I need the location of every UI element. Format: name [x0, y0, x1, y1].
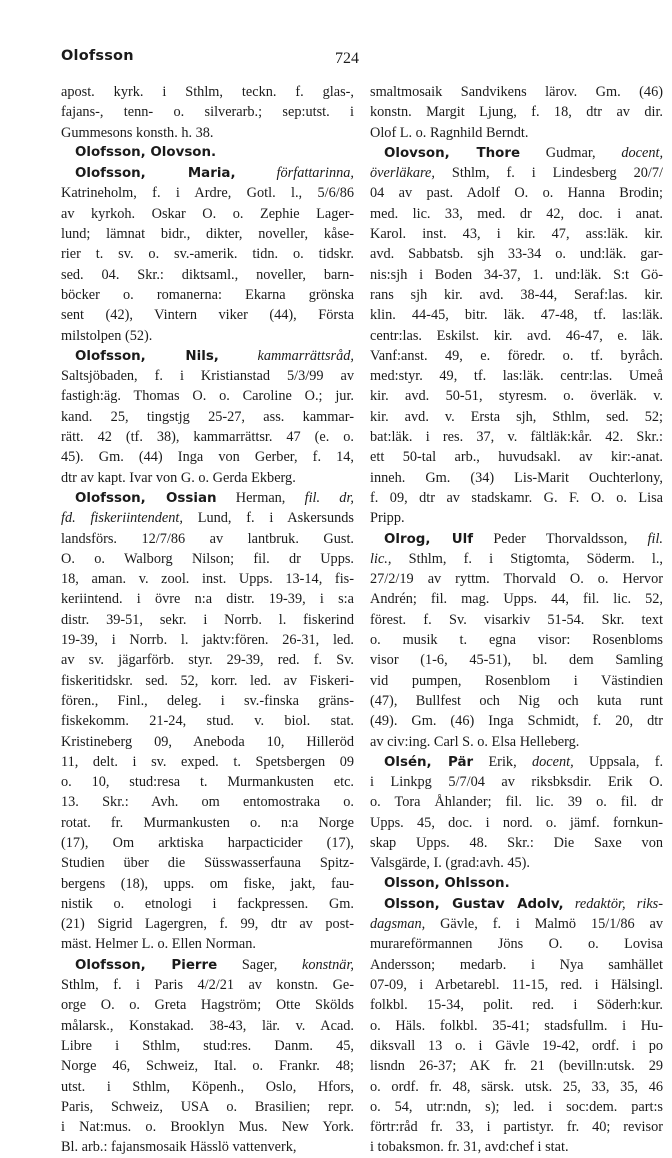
line-text: fiskekomm. 21-24, stud. v. biol. stat. — [61, 713, 354, 730]
line-text: Kristineberg 09, Aneboda 10, Hilleröd — [61, 733, 354, 750]
text-line — [370, 508, 663, 528]
entry-start-line — [370, 529, 663, 549]
line-text: bergens (18), upps. om fiske, jakt, fau- — [61, 875, 354, 892]
entry-title: fil. — [647, 530, 663, 547]
text-line — [370, 711, 663, 731]
entry-name: Olrog, Ulf — [384, 531, 474, 547]
line-text: fastigh:äg. Thomas O. o. Caroline O.; jur. — [61, 388, 354, 405]
line-text: Sthlm, f. i Stigtomta, Söderm. l., — [408, 550, 663, 567]
line-text: (17), Om arktiska harpacticider (17), — [61, 834, 354, 851]
text-line — [370, 407, 663, 427]
line-text: Olof L. o. Ragnhild Berndt. — [370, 124, 529, 141]
entry-name: Olofsson, Maria, — [75, 166, 236, 182]
text-line — [370, 163, 663, 183]
entry-name: Olofsson, Ossian — [75, 490, 217, 506]
text-line — [61, 407, 354, 427]
text-line — [61, 1036, 354, 1056]
text-line — [61, 386, 354, 406]
text-line — [61, 1117, 354, 1137]
text-line — [61, 995, 354, 1015]
line-text: visor (1-6, 45-51), bl. dem Samling — [370, 652, 663, 669]
line-text: av sv. jägarförb. styr. 29-39, red. f. Sv. — [61, 652, 354, 669]
entry-title: överläkare, — [370, 165, 435, 182]
entry-title: docent, — [531, 753, 574, 770]
text-line — [61, 589, 354, 609]
line-text: (47), Bullfest och Nig och kuta runt — [370, 692, 663, 709]
text-line — [370, 488, 663, 508]
right-column — [370, 82, 663, 1158]
section-heading-text: Olofsson, Olovson. — [75, 144, 217, 160]
line-text: nistik o. etnologi i fackpressen. Gm. — [61, 895, 354, 912]
text-line — [370, 630, 663, 650]
text-line — [61, 468, 354, 488]
section-heading-text: Olsson, Ohlsson. — [384, 875, 510, 891]
text-line — [370, 1016, 663, 1036]
text-line — [61, 549, 354, 569]
entry-title: fil. dr, — [304, 489, 354, 506]
line-text: i Nat:mus. o. Brooklyn Mus. New York. — [61, 1119, 354, 1136]
text-line — [61, 1016, 354, 1036]
text-line — [61, 508, 354, 528]
line-text: 27/2/19 av ryttm. Thorvald O. o. Hervor — [370, 571, 663, 588]
line-text: centr:las. Eskilst. kir. avd. 46-47, e. läk. — [370, 327, 663, 344]
text-line — [370, 447, 663, 467]
line-text: o. 54, utr:ndn, s); led. i soc:dem. part:s — [370, 1098, 663, 1115]
line-text: förest. f. Sv. visarkiv 51-54. Skr. text — [370, 611, 663, 628]
line-text: Upps. 45, doc. i nord. o. jämf. fornkun- — [370, 814, 663, 831]
line-text: med. lic. 33, med. dr 42, doc. i anat. — [370, 205, 663, 222]
line-text: kir. avd. 50-51, styresm. o. överläk. v. — [370, 388, 663, 405]
text-line — [61, 610, 354, 630]
text-line — [370, 610, 663, 630]
line-text: Herman, — [235, 489, 286, 506]
line-text: O. o. Walborg Nilson; fil. dr Upps. — [61, 550, 354, 567]
entry-title: konstnär, — [301, 956, 354, 973]
line-text: fiskeritidskr. sed. 52, korr. led. av Fiskeri- — [61, 672, 354, 689]
line-text: 13. Skr.: Avh. om entomostraka o. — [61, 794, 354, 811]
line-text: lund; lämnat bidr., dikter, noveller, kåse- — [61, 226, 354, 243]
entry-title: fd. fiskeriintendent, — [61, 510, 183, 527]
line-text: inneh. Gm. (34) Lis-Marit Ouchterlony, — [370, 469, 663, 486]
text-line — [61, 650, 354, 670]
line-text: med:styr. 49, tf. las:läk. centr:las. Umeå — [370, 368, 663, 385]
line-text: milstolpen (52). — [61, 327, 153, 344]
line-text: Gummesons konsth. h. 38. — [61, 124, 214, 141]
running-head: Olofsson — [61, 48, 134, 64]
line-text: sent (42), Vintern viker (44), Första — [61, 307, 354, 324]
entry-name: Olovson, Thore — [384, 145, 521, 161]
text-line — [370, 427, 663, 447]
text-line — [61, 265, 354, 285]
text-line — [61, 1137, 354, 1157]
line-text: målarsk., Konstakad. 38-43, lär. v. Acad. — [61, 1017, 354, 1034]
text-line — [61, 183, 354, 203]
text-line — [370, 732, 663, 752]
text-line — [370, 569, 663, 589]
line-text: ett 50-tal arb., huvudsakl. av kir:-anat. — [370, 449, 663, 466]
text-line — [370, 305, 663, 325]
line-text: av kyrkoh. Oskar O. o. Zephie Lager- — [61, 205, 354, 222]
text-line — [61, 833, 354, 853]
text-line — [370, 123, 663, 143]
line-text: Lund, f. i Askersunds — [197, 510, 354, 527]
line-text: kir. avd. v. Ersta sjh, Sthlm, sed. 52; — [370, 408, 663, 425]
text-line — [61, 691, 354, 711]
line-text: rans sjh kir. avd. 38-44, Seraf:las. kir. — [370, 286, 663, 303]
line-text: mäst. Helmer L. o. Ellen Norman. — [61, 936, 256, 953]
text-line — [370, 589, 663, 609]
text-line — [61, 427, 354, 447]
line-text: 07-09, i Arbetarebl. 11-15, red. i Hälsingl. — [370, 977, 663, 994]
text-line — [370, 955, 663, 975]
section-heading — [370, 874, 663, 894]
line-text: förtr:råd fr. 33, i partistyr. fr. 40; revisor — [370, 1119, 663, 1136]
line-text: keriintend. i övre n:a distr. 19-39, i s:a — [61, 591, 354, 608]
text-line — [370, 1137, 663, 1157]
text-line — [61, 529, 354, 549]
text-line — [61, 894, 354, 914]
text-line — [370, 1036, 663, 1056]
line-text: distr. 39-51, sekr. i Norrb. l. fiskerind — [61, 611, 354, 628]
text-line — [370, 813, 663, 833]
text-line — [61, 123, 354, 143]
line-text: Peder Thorvaldsson, — [493, 530, 628, 547]
line-text: orge O. o. Greta Hagström; Otte Skölds — [61, 997, 354, 1014]
page-number: 724 — [335, 50, 359, 67]
text-line — [61, 671, 354, 691]
text-line — [370, 285, 663, 305]
line-text: Sthlm, f. i Lindesberg 20/7/ — [451, 165, 663, 182]
line-text: konstn. Margit Ljung, f. 18, dtr av dir. — [370, 104, 663, 121]
line-text: sed. 04. Skr.: diktsaml., noveller, barn- — [61, 266, 354, 283]
line-text: böcker o. romanerna: Ekarna grönska — [61, 286, 354, 303]
line-text: Katrineholm, f. i Ardre, Gotl. l., 5/6/86 — [61, 185, 354, 202]
line-text: o. Tora Åhlander; fil. lic. 39 o. fil. dr — [370, 794, 663, 811]
line-text: o. 10, stud:resa t. Murmankusten etc. — [61, 774, 354, 791]
line-text: 04 av past. Adolf O. o. Hanna Brodin; — [370, 185, 663, 202]
section-heading — [61, 143, 354, 163]
line-text: 45). Gm. (44) Inga von Gerber, f. 14, — [61, 449, 354, 466]
line-text: Erik, — [488, 753, 517, 770]
text-line — [370, 934, 663, 954]
line-text: avd. Sabbatsb. sjh 33-34 o. und:läk. gar- — [370, 246, 663, 263]
line-text: Libre i Sthlm, stud:res. Danm. 45, — [61, 1037, 354, 1054]
line-text: Karol. inst. 43, i kir. 47, ass:läk. kir. — [370, 226, 663, 243]
line-text: Gudmar, — [545, 144, 596, 161]
line-text: (21) Sigrid Lagergren, f. 99, dtr av post- — [61, 916, 354, 933]
text-line — [61, 914, 354, 934]
line-text: kand. 25, tingstjg 25-27, ass. kammar- — [61, 408, 354, 425]
line-text: Gävle, f. i Malmö 15/1/86 av — [440, 916, 663, 933]
line-text: av civ:ing. Carl S. o. Elsa Helleberg. — [370, 733, 580, 750]
text-line — [370, 82, 663, 102]
line-text: fören., Finl., deleg. i sv.-finska gräns- — [61, 692, 354, 709]
text-line — [61, 224, 354, 244]
line-text: 11, delt. i sv. exped. t. Spetsbergen 09 — [61, 753, 354, 770]
text-line — [61, 853, 354, 873]
left-column — [61, 82, 354, 1158]
text-line — [61, 366, 354, 386]
text-line — [61, 772, 354, 792]
text-line — [61, 792, 354, 812]
entry-start-line — [61, 955, 354, 975]
text-line — [370, 914, 663, 934]
text-line — [61, 813, 354, 833]
line-text: utst. i Sthlm, Köpenh., Oslo, Hfors, — [61, 1078, 354, 1095]
line-text: Saltsjöbaden, f. i Kristianstad 5/3/99 av — [61, 368, 354, 385]
text-line — [61, 630, 354, 650]
text-line — [370, 671, 663, 691]
line-text: skap Upps. 48. Skr.: Die Saxe von — [370, 834, 663, 851]
line-text: dtr av kapt. Ivar von G. o. Gerda Ekberg. — [61, 469, 296, 486]
entry-title: redaktör, riks- — [574, 895, 663, 912]
line-text: Valsgärde, I. (grad:avh. 45). — [370, 855, 530, 872]
text-line — [61, 1056, 354, 1076]
line-text: bat:läk. i res. 37, v. fältläk:kår. 42. Skr.: — [370, 429, 663, 446]
line-text: Vanf:anst. 49, e. föredr. o. tf. byråch. — [370, 347, 663, 364]
line-text: diksvall 13 o. i Gävle 19-42, ordf. i po — [370, 1037, 663, 1054]
line-text: 18, aman. v. zool. inst. Upps. 13-14, fis- — [61, 571, 354, 588]
line-text: rätt. 42 (tf. 38), kammarrättsr. 47 (e. o. — [61, 429, 354, 446]
line-text: folkbl. 15-34, polit. red. i Söderh:kur. — [370, 997, 663, 1014]
text-line — [370, 691, 663, 711]
line-text: Paris, Schweiz, USA o. Brasilien; repr. — [61, 1098, 354, 1115]
text-line — [61, 305, 354, 325]
text-line — [370, 853, 663, 873]
text-line — [61, 1097, 354, 1117]
line-text: fajans-, tenn- o. silverarb.; sep:utst. i — [61, 104, 354, 121]
line-text: Bl. arb.: fajansmosaik Hässlö vattenverk, — [61, 1139, 297, 1156]
line-text: i Linkpg 5/7/04 av riksbksdir. Erik O. — [370, 774, 663, 791]
text-line — [370, 366, 663, 386]
line-text: Norge 46, Schweiz, Ital. o. Frankr. 48; — [61, 1058, 354, 1075]
text-line — [370, 549, 663, 569]
line-text: smaltmosaik Sandvikens lärov. Gm. (46) — [370, 84, 663, 100]
entry-start-line — [370, 143, 663, 163]
line-text: klin. 44-45, bitr. läk. 47-48, tf. las:läk. — [370, 307, 663, 324]
text-line — [61, 82, 354, 102]
text-line — [370, 1056, 663, 1076]
text-line — [61, 102, 354, 122]
line-text: rier t. sv. o. sv.-amerik. tidn. o. tidskr. — [61, 246, 354, 263]
text-line — [370, 386, 663, 406]
text-line — [61, 204, 354, 224]
text-line — [370, 468, 663, 488]
line-text: 19-39, i Norrb. l. jaktv:fören. 26-31, led. — [61, 632, 354, 649]
entry-start-line — [370, 752, 663, 772]
text-line — [370, 326, 663, 346]
line-text: o. ordf. fr. 48, särsk. utsk. 25, 33, 35, 46 — [370, 1078, 663, 1095]
entry-name: Olofsson, Pierre — [75, 957, 218, 973]
text-line — [370, 204, 663, 224]
text-line — [61, 732, 354, 752]
text-line — [370, 1117, 663, 1137]
entry-start-line — [61, 488, 354, 508]
text-line — [370, 833, 663, 853]
text-line — [370, 183, 663, 203]
line-text: Uppsala, f. — [588, 753, 663, 770]
text-line — [370, 346, 663, 366]
line-text: o. Häls. folkbl. 35-41; stadsfullm. i Hu- — [370, 1017, 663, 1034]
page-header — [0, 0, 672, 70]
line-text: nis:sjh i Boden 34-37, 1. und:läk. S:t Gö- — [370, 266, 663, 283]
line-text: Pripp. — [370, 510, 405, 527]
entry-start-line — [370, 894, 663, 914]
text-line — [370, 792, 663, 812]
line-text: vid pumpen, Rosenblom i Västindien — [370, 672, 663, 689]
entry-title: författarinna, — [276, 165, 354, 182]
line-text: (49). Gm. (46) Inga Schmidt, f. 20, dtr — [370, 713, 663, 730]
text-line — [370, 650, 663, 670]
line-text: murareförmannen Jöns O. o. Lovisa — [370, 936, 663, 953]
text-line — [370, 772, 663, 792]
entry-title: lic., — [370, 550, 392, 567]
entry-title: kammarrättsråd, — [257, 347, 354, 364]
text-line — [61, 326, 354, 346]
text-line — [61, 934, 354, 954]
text-line — [370, 975, 663, 995]
line-text: lisndn 26-37; AK fr. 21 (bevilln:utsk. 29 — [370, 1058, 663, 1075]
text-line — [370, 265, 663, 285]
entry-name: Olsson, Gustav Adolv, — [384, 896, 564, 912]
text-line — [61, 569, 354, 589]
text-line — [61, 447, 354, 467]
text-line — [370, 995, 663, 1015]
line-text: Studien über die Süsswasserfauna Spitz- — [61, 855, 354, 872]
line-text: f. 09, dtr av stadskamr. G. F. O. o. Lisa — [370, 489, 663, 506]
text-line — [61, 874, 354, 894]
entry-start-line — [61, 346, 354, 366]
line-text: Sthlm, f. i Paris 4/2/21 av konstn. Ge- — [61, 977, 354, 994]
text-line — [61, 285, 354, 305]
text-line — [61, 711, 354, 731]
line-text: apost. kyrk. i Sthlm, teckn. f. glas-, — [61, 84, 354, 100]
entry-name: Olofsson, Nils, — [75, 348, 219, 364]
line-text: rotat. fr. Murmankusten o. n:a Norge — [61, 814, 354, 831]
text-line — [370, 102, 663, 122]
text-line — [370, 244, 663, 264]
text-line — [61, 1077, 354, 1097]
entry-start-line — [61, 163, 354, 183]
line-text: Andrén; fil. mag. Upps. 44, fil. lic. 52, — [370, 591, 663, 608]
text-line — [370, 1077, 663, 1097]
entry-name: Olsén, Pär — [384, 754, 474, 770]
line-text: i tobaksmon. fr. 31, avd:chef i stat. — [370, 1139, 569, 1156]
line-text: o. musik t. egna visor: Rosenbloms — [370, 632, 663, 649]
text-line — [370, 1097, 663, 1117]
text-line — [61, 244, 354, 264]
text-line — [61, 975, 354, 995]
entry-title: dagsman, — [370, 916, 426, 933]
line-text: Andersson; medarb. i Nya samhället — [370, 956, 663, 973]
text-line — [61, 752, 354, 772]
entry-title: docent, — [621, 144, 663, 161]
line-text: landsförs. 12/7/86 av lantbruk. Gust. — [61, 530, 354, 547]
line-text: Sager, — [241, 956, 278, 973]
text-line — [370, 224, 663, 244]
